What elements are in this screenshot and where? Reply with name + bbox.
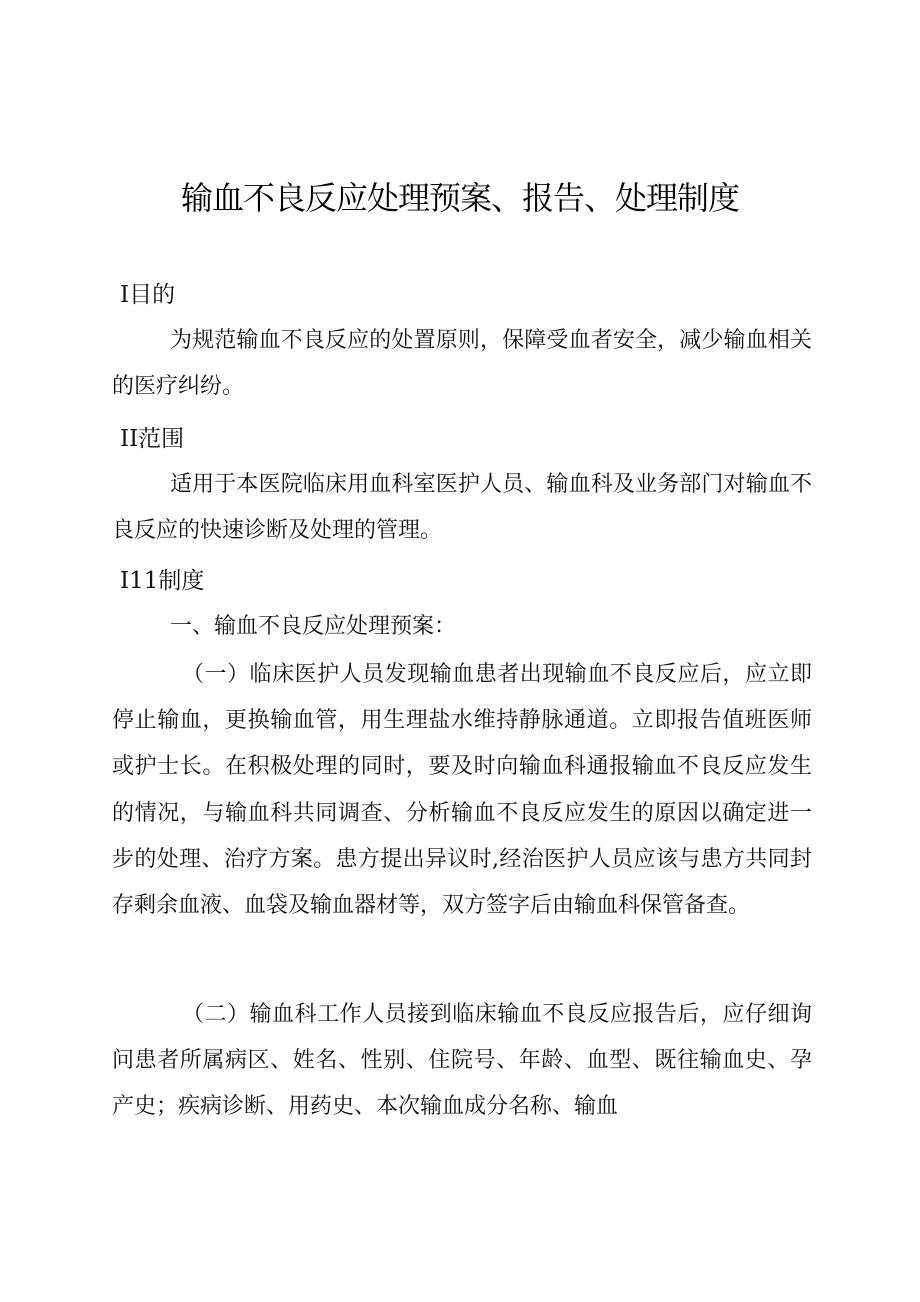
section-heading-purpose: I目的 bbox=[120, 282, 176, 308]
section-body-purpose: 为规范输血不良反应的处置原则，保障受血者安全，减少输血相关的医疗纠纷。 bbox=[112, 328, 812, 400]
document-title: 输血不良反应处理预案、报告、处理制度 bbox=[180, 179, 739, 217]
section-heading-policy: I11制度 bbox=[120, 568, 205, 594]
policy-item-1: （一）临床医护人员发现输血患者出现输血不良反应后，应立即停止输血，更换输血管，用生理盐水维持静脉通道。立即报告值班医师或护士长。在积极处理的同时，要及时向输血科通报输血不良反应发生的情况，与输血科共同调查、分析输血不良反应发生的原因以确定进一步的处理、治疗方案。患方提出异议时,经治医护人员应该与患方共同封存剩余血液、血袋及输血器材等，双方签字后由输血科保管备查。 bbox=[112, 662, 812, 919]
policy-item-2: （二）输血科工作人员接到临床输血不良反应报告后，应仔细询问患者所属病区、姓名、性别、住院号、年龄、血型、既往输血史、孕产史；疾病诊断、用药史、本次输血成分名称、输血 bbox=[112, 1002, 812, 1120]
section-body-scope: 适用于本医院临床用血科室医护人员、输血科及业务部门对输血不良反应的快速诊断及处理的管理。 bbox=[112, 472, 812, 544]
section-heading-scope: II范围 bbox=[120, 426, 185, 452]
policy-subheading: 一、输血不良反应处理预案： bbox=[170, 614, 457, 639]
